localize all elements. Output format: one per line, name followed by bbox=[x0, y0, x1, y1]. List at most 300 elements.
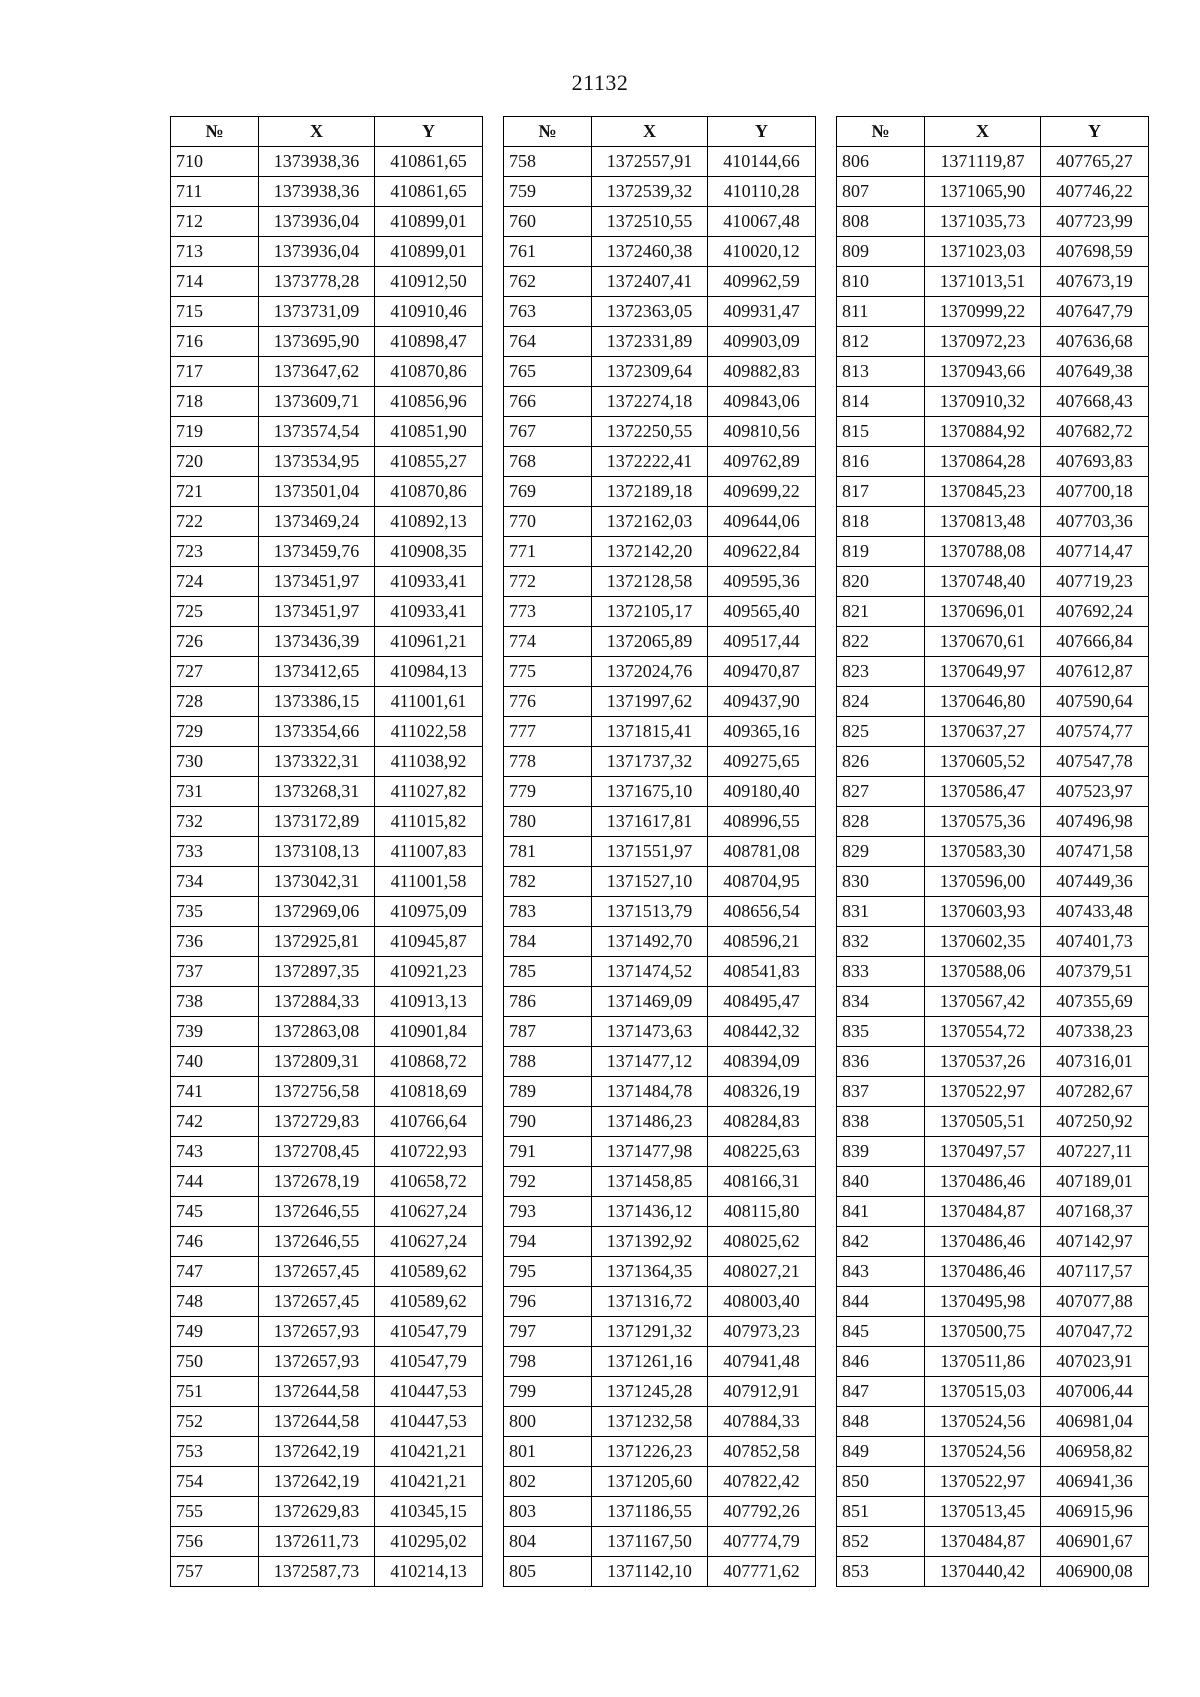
table-row bbox=[171, 717, 483, 747]
cell-number: 771 bbox=[504, 537, 592, 567]
cell-number: 710 bbox=[171, 147, 259, 177]
cell-number: 752 bbox=[171, 1407, 259, 1437]
cell-x: 1372657,93 bbox=[259, 1317, 375, 1347]
cell-y: 406900,08 bbox=[1041, 1557, 1149, 1587]
table-row bbox=[837, 1167, 1149, 1197]
table-row bbox=[171, 1407, 483, 1437]
cell-number: 766 bbox=[504, 387, 592, 417]
cell-number: 843 bbox=[837, 1257, 925, 1287]
cell-number: 718 bbox=[171, 387, 259, 417]
table-row bbox=[504, 957, 816, 987]
cell-y: 408541,83 bbox=[708, 957, 816, 987]
cell-y: 409470,87 bbox=[708, 657, 816, 687]
cell-y: 411038,92 bbox=[375, 747, 483, 777]
table-row bbox=[171, 387, 483, 417]
table-row bbox=[504, 207, 816, 237]
cell-y: 410961,21 bbox=[375, 627, 483, 657]
cell-y: 407700,18 bbox=[1041, 477, 1149, 507]
cell-number: 829 bbox=[837, 837, 925, 867]
table-row bbox=[171, 687, 483, 717]
cell-y: 410861,65 bbox=[375, 177, 483, 207]
table-row bbox=[504, 267, 816, 297]
cell-y: 411001,61 bbox=[375, 687, 483, 717]
cell-x: 1371486,23 bbox=[592, 1107, 708, 1137]
table-row bbox=[171, 537, 483, 567]
cell-y: 407636,68 bbox=[1041, 327, 1149, 357]
cell-number: 739 bbox=[171, 1017, 259, 1047]
cell-x: 1372644,58 bbox=[259, 1377, 375, 1407]
cell-y: 407682,72 bbox=[1041, 417, 1149, 447]
cell-y: 407401,73 bbox=[1041, 927, 1149, 957]
cell-y: 411001,58 bbox=[375, 867, 483, 897]
table-row bbox=[504, 717, 816, 747]
cell-x: 1371167,50 bbox=[592, 1527, 708, 1557]
cell-x: 1373436,39 bbox=[259, 627, 375, 657]
cell-y: 407282,67 bbox=[1041, 1077, 1149, 1107]
cell-y: 407765,27 bbox=[1041, 147, 1149, 177]
cell-number: 727 bbox=[171, 657, 259, 687]
cell-number: 801 bbox=[504, 1437, 592, 1467]
cell-y: 410345,15 bbox=[375, 1497, 483, 1527]
table-row bbox=[171, 567, 483, 597]
table-row bbox=[837, 867, 1149, 897]
cell-x: 1371392,92 bbox=[592, 1227, 708, 1257]
cell-y: 410851,90 bbox=[375, 417, 483, 447]
table-row bbox=[504, 687, 816, 717]
cell-y: 407189,01 bbox=[1041, 1167, 1149, 1197]
cell-number: 848 bbox=[837, 1407, 925, 1437]
cell-y: 409595,36 bbox=[708, 567, 816, 597]
cell-y: 410295,02 bbox=[375, 1527, 483, 1557]
table-row bbox=[837, 477, 1149, 507]
cell-number: 754 bbox=[171, 1467, 259, 1497]
cell-number: 852 bbox=[837, 1527, 925, 1557]
cell-x: 1371737,32 bbox=[592, 747, 708, 777]
cell-y: 409517,44 bbox=[708, 627, 816, 657]
cell-number: 713 bbox=[171, 237, 259, 267]
cell-number: 761 bbox=[504, 237, 592, 267]
cell-x: 1372557,91 bbox=[592, 147, 708, 177]
cell-y: 408495,47 bbox=[708, 987, 816, 1017]
cell-number: 825 bbox=[837, 717, 925, 747]
cell-y: 410589,62 bbox=[375, 1257, 483, 1287]
cell-y: 409180,40 bbox=[708, 777, 816, 807]
cell-number: 763 bbox=[504, 297, 592, 327]
cell-y: 409275,65 bbox=[708, 747, 816, 777]
cell-x: 1372065,89 bbox=[592, 627, 708, 657]
table-row bbox=[837, 1287, 1149, 1317]
table-row bbox=[504, 807, 816, 837]
coordinates-table-1 bbox=[170, 116, 483, 1587]
cell-x: 1373501,04 bbox=[259, 477, 375, 507]
cell-y: 411027,82 bbox=[375, 777, 483, 807]
cell-number: 781 bbox=[504, 837, 592, 867]
cell-x: 1372642,19 bbox=[259, 1437, 375, 1467]
cell-y: 407852,58 bbox=[708, 1437, 816, 1467]
cell-x: 1370646,80 bbox=[925, 687, 1041, 717]
table-row bbox=[504, 387, 816, 417]
cell-y: 407719,23 bbox=[1041, 567, 1149, 597]
header-y: Y bbox=[375, 117, 483, 147]
cell-number: 774 bbox=[504, 627, 592, 657]
cell-x: 1370537,26 bbox=[925, 1047, 1041, 1077]
cell-y: 411022,58 bbox=[375, 717, 483, 747]
table-row bbox=[837, 1377, 1149, 1407]
table-row bbox=[504, 897, 816, 927]
cell-number: 722 bbox=[171, 507, 259, 537]
cell-x: 1371477,12 bbox=[592, 1047, 708, 1077]
table-row bbox=[171, 237, 483, 267]
cell-number: 716 bbox=[171, 327, 259, 357]
cell-y: 410945,87 bbox=[375, 927, 483, 957]
cell-y: 406915,96 bbox=[1041, 1497, 1149, 1527]
cell-number: 822 bbox=[837, 627, 925, 657]
cell-y: 408284,83 bbox=[708, 1107, 816, 1137]
cell-x: 1370513,45 bbox=[925, 1497, 1041, 1527]
cell-x: 1373534,95 bbox=[259, 447, 375, 477]
table-row bbox=[504, 1347, 816, 1377]
table-row bbox=[504, 477, 816, 507]
table-row bbox=[837, 1197, 1149, 1227]
table-row bbox=[504, 1197, 816, 1227]
cell-x: 1372162,03 bbox=[592, 507, 708, 537]
table-row bbox=[837, 1437, 1149, 1467]
cell-number: 757 bbox=[171, 1557, 259, 1587]
cell-y: 410627,24 bbox=[375, 1197, 483, 1227]
table-row bbox=[171, 1347, 483, 1377]
cell-x: 1373322,31 bbox=[259, 747, 375, 777]
header-y: Y bbox=[1041, 117, 1149, 147]
cell-y: 410899,01 bbox=[375, 237, 483, 267]
cell-x: 1370845,23 bbox=[925, 477, 1041, 507]
table-row bbox=[837, 1467, 1149, 1497]
cell-number: 760 bbox=[504, 207, 592, 237]
table-row bbox=[837, 297, 1149, 327]
cell-x: 1371065,90 bbox=[925, 177, 1041, 207]
cell-number: 828 bbox=[837, 807, 925, 837]
cell-x: 1372657,45 bbox=[259, 1287, 375, 1317]
cell-y: 407692,24 bbox=[1041, 597, 1149, 627]
cell-y: 410658,72 bbox=[375, 1167, 483, 1197]
cell-y: 410975,09 bbox=[375, 897, 483, 927]
cell-number: 851 bbox=[837, 1497, 925, 1527]
table-row bbox=[504, 147, 816, 177]
cell-number: 750 bbox=[171, 1347, 259, 1377]
cell-y: 408166,31 bbox=[708, 1167, 816, 1197]
cell-x: 1373386,15 bbox=[259, 687, 375, 717]
table-row bbox=[171, 597, 483, 627]
table-row bbox=[171, 1317, 483, 1347]
cell-y: 407077,88 bbox=[1041, 1287, 1149, 1317]
cell-number: 850 bbox=[837, 1467, 925, 1497]
cell-number: 837 bbox=[837, 1077, 925, 1107]
cell-y: 407774,79 bbox=[708, 1527, 816, 1557]
cell-number: 726 bbox=[171, 627, 259, 657]
cell-y: 409365,16 bbox=[708, 717, 816, 747]
cell-number: 793 bbox=[504, 1197, 592, 1227]
cell-number: 779 bbox=[504, 777, 592, 807]
cell-x: 1371245,28 bbox=[592, 1377, 708, 1407]
cell-y: 408596,21 bbox=[708, 927, 816, 957]
cell-x: 1373042,31 bbox=[259, 867, 375, 897]
cell-number: 833 bbox=[837, 957, 925, 987]
cell-x: 1371035,73 bbox=[925, 207, 1041, 237]
cell-x: 1372644,58 bbox=[259, 1407, 375, 1437]
cell-x: 1372510,55 bbox=[592, 207, 708, 237]
table-row bbox=[171, 1137, 483, 1167]
table-row bbox=[171, 1017, 483, 1047]
cell-number: 799 bbox=[504, 1377, 592, 1407]
cell-y: 410921,23 bbox=[375, 957, 483, 987]
cell-x: 1370575,36 bbox=[925, 807, 1041, 837]
cell-x: 1370486,46 bbox=[925, 1167, 1041, 1197]
cell-y: 410898,47 bbox=[375, 327, 483, 357]
cell-x: 1371013,51 bbox=[925, 267, 1041, 297]
cell-y: 406958,82 bbox=[1041, 1437, 1149, 1467]
cell-number: 737 bbox=[171, 957, 259, 987]
table-row bbox=[837, 927, 1149, 957]
cell-number: 796 bbox=[504, 1287, 592, 1317]
cell-x: 1373574,54 bbox=[259, 417, 375, 447]
cell-y: 407822,42 bbox=[708, 1467, 816, 1497]
cell-number: 830 bbox=[837, 867, 925, 897]
cell-y: 410421,21 bbox=[375, 1437, 483, 1467]
cell-x: 1371458,85 bbox=[592, 1167, 708, 1197]
cell-number: 721 bbox=[171, 477, 259, 507]
cell-number: 821 bbox=[837, 597, 925, 627]
cell-number: 827 bbox=[837, 777, 925, 807]
cell-number: 759 bbox=[504, 177, 592, 207]
cell-x: 1371513,79 bbox=[592, 897, 708, 927]
cell-x: 1370649,97 bbox=[925, 657, 1041, 687]
cell-x: 1371484,78 bbox=[592, 1077, 708, 1107]
cell-number: 818 bbox=[837, 507, 925, 537]
cell-number: 720 bbox=[171, 447, 259, 477]
cell-number: 789 bbox=[504, 1077, 592, 1107]
cell-y: 407523,97 bbox=[1041, 777, 1149, 807]
cell-x: 1372331,89 bbox=[592, 327, 708, 357]
cell-number: 835 bbox=[837, 1017, 925, 1047]
table-row bbox=[504, 1167, 816, 1197]
cell-y: 409565,40 bbox=[708, 597, 816, 627]
cell-x: 1371436,12 bbox=[592, 1197, 708, 1227]
cell-x: 1370602,35 bbox=[925, 927, 1041, 957]
cell-y: 408003,40 bbox=[708, 1287, 816, 1317]
cell-x: 1370486,46 bbox=[925, 1227, 1041, 1257]
cell-number: 777 bbox=[504, 717, 592, 747]
table-row bbox=[504, 657, 816, 687]
cell-x: 1373938,36 bbox=[259, 147, 375, 177]
cell-y: 410722,93 bbox=[375, 1137, 483, 1167]
cell-y: 410855,27 bbox=[375, 447, 483, 477]
table-row bbox=[504, 837, 816, 867]
cell-y: 409699,22 bbox=[708, 477, 816, 507]
cell-y: 407379,51 bbox=[1041, 957, 1149, 987]
table-row bbox=[837, 987, 1149, 1017]
table-row bbox=[504, 1377, 816, 1407]
cell-number: 735 bbox=[171, 897, 259, 927]
table-row bbox=[504, 747, 816, 777]
cell-x: 1371186,55 bbox=[592, 1497, 708, 1527]
table-row bbox=[504, 597, 816, 627]
cell-x: 1372611,73 bbox=[259, 1527, 375, 1557]
cell-x: 1372708,45 bbox=[259, 1137, 375, 1167]
table-row bbox=[171, 1497, 483, 1527]
table-row bbox=[837, 417, 1149, 447]
cell-x: 1371226,23 bbox=[592, 1437, 708, 1467]
cell-x: 1373172,89 bbox=[259, 807, 375, 837]
table-row bbox=[837, 837, 1149, 867]
table-row bbox=[837, 717, 1149, 747]
cell-x: 1370972,23 bbox=[925, 327, 1041, 357]
cell-number: 733 bbox=[171, 837, 259, 867]
table-row bbox=[171, 1377, 483, 1407]
cell-x: 1372629,83 bbox=[259, 1497, 375, 1527]
table-row bbox=[171, 1467, 483, 1497]
cell-x: 1372657,45 bbox=[259, 1257, 375, 1287]
cell-x: 1370696,01 bbox=[925, 597, 1041, 627]
table-row bbox=[504, 777, 816, 807]
cell-y: 407612,87 bbox=[1041, 657, 1149, 687]
cell-x: 1372646,55 bbox=[259, 1227, 375, 1257]
cell-x: 1370748,40 bbox=[925, 567, 1041, 597]
cell-x: 1372105,17 bbox=[592, 597, 708, 627]
cell-number: 736 bbox=[171, 927, 259, 957]
cell-x: 1370486,46 bbox=[925, 1257, 1041, 1287]
cell-x: 1370583,30 bbox=[925, 837, 1041, 867]
cell-y: 407117,57 bbox=[1041, 1257, 1149, 1287]
cell-y: 407771,62 bbox=[708, 1557, 816, 1587]
cell-x: 1371551,97 bbox=[592, 837, 708, 867]
table-row bbox=[504, 1137, 816, 1167]
table-row bbox=[837, 897, 1149, 927]
table-row bbox=[171, 1287, 483, 1317]
cell-number: 749 bbox=[171, 1317, 259, 1347]
table-row bbox=[837, 1347, 1149, 1377]
cell-y: 407647,79 bbox=[1041, 297, 1149, 327]
cell-y: 410214,13 bbox=[375, 1557, 483, 1587]
cell-x: 1372024,76 bbox=[592, 657, 708, 687]
cell-number: 798 bbox=[504, 1347, 592, 1377]
cell-y: 409962,59 bbox=[708, 267, 816, 297]
table-row bbox=[504, 1077, 816, 1107]
table-row bbox=[837, 1257, 1149, 1287]
cell-x: 1371205,60 bbox=[592, 1467, 708, 1497]
cell-x: 1372657,93 bbox=[259, 1347, 375, 1377]
cell-x: 1371232,58 bbox=[592, 1407, 708, 1437]
cell-y: 410421,21 bbox=[375, 1467, 483, 1497]
table-row bbox=[171, 207, 483, 237]
table-row bbox=[837, 807, 1149, 837]
cell-number: 800 bbox=[504, 1407, 592, 1437]
table-row bbox=[171, 897, 483, 927]
cell-y: 410870,86 bbox=[375, 477, 483, 507]
cell-x: 1370605,52 bbox=[925, 747, 1041, 777]
cell-y: 407714,47 bbox=[1041, 537, 1149, 567]
table-row bbox=[171, 1077, 483, 1107]
cell-y: 410447,53 bbox=[375, 1407, 483, 1437]
table-row bbox=[171, 747, 483, 777]
cell-number: 807 bbox=[837, 177, 925, 207]
cell-x: 1371142,10 bbox=[592, 1557, 708, 1587]
cell-number: 742 bbox=[171, 1107, 259, 1137]
cell-number: 764 bbox=[504, 327, 592, 357]
table-row bbox=[171, 507, 483, 537]
cell-y: 407433,48 bbox=[1041, 897, 1149, 927]
cell-y: 410547,79 bbox=[375, 1317, 483, 1347]
cell-number: 714 bbox=[171, 267, 259, 297]
table-row bbox=[504, 867, 816, 897]
table-row bbox=[171, 267, 483, 297]
cell-x: 1371023,03 bbox=[925, 237, 1041, 267]
cell-y: 407316,01 bbox=[1041, 1047, 1149, 1077]
cell-y: 410908,35 bbox=[375, 537, 483, 567]
cell-x: 1370524,56 bbox=[925, 1407, 1041, 1437]
cell-number: 845 bbox=[837, 1317, 925, 1347]
cell-number: 748 bbox=[171, 1287, 259, 1317]
cell-number: 813 bbox=[837, 357, 925, 387]
table-row bbox=[171, 327, 483, 357]
cell-number: 770 bbox=[504, 507, 592, 537]
cell-y: 406941,36 bbox=[1041, 1467, 1149, 1497]
table-row bbox=[504, 627, 816, 657]
cell-number: 849 bbox=[837, 1437, 925, 1467]
cell-x: 1373108,13 bbox=[259, 837, 375, 867]
cell-number: 847 bbox=[837, 1377, 925, 1407]
cell-x: 1372128,58 bbox=[592, 567, 708, 597]
table-row bbox=[837, 687, 1149, 717]
table-row bbox=[837, 1527, 1149, 1557]
table-row bbox=[171, 1167, 483, 1197]
cell-number: 772 bbox=[504, 567, 592, 597]
cell-y: 407703,36 bbox=[1041, 507, 1149, 537]
cell-number: 840 bbox=[837, 1167, 925, 1197]
table-row bbox=[504, 177, 816, 207]
table-header-row bbox=[171, 117, 483, 147]
table-row bbox=[504, 1467, 816, 1497]
cell-y: 407973,23 bbox=[708, 1317, 816, 1347]
cell-y: 407471,58 bbox=[1041, 837, 1149, 867]
cell-x: 1373731,09 bbox=[259, 297, 375, 327]
cell-x: 1372189,18 bbox=[592, 477, 708, 507]
cell-y: 410892,13 bbox=[375, 507, 483, 537]
cell-number: 791 bbox=[504, 1137, 592, 1167]
cell-y: 407449,36 bbox=[1041, 867, 1149, 897]
cell-number: 816 bbox=[837, 447, 925, 477]
table-row bbox=[837, 1017, 1149, 1047]
table-row bbox=[171, 177, 483, 207]
cell-number: 711 bbox=[171, 177, 259, 207]
cell-number: 795 bbox=[504, 1257, 592, 1287]
table-row bbox=[171, 777, 483, 807]
table-row bbox=[504, 417, 816, 447]
table-row bbox=[171, 627, 483, 657]
table-row bbox=[171, 957, 483, 987]
cell-x: 1370567,42 bbox=[925, 987, 1041, 1017]
cell-x: 1372142,20 bbox=[592, 537, 708, 567]
table-row bbox=[504, 1527, 816, 1557]
cell-y: 408442,32 bbox=[708, 1017, 816, 1047]
cell-x: 1372969,06 bbox=[259, 897, 375, 927]
cell-number: 717 bbox=[171, 357, 259, 387]
table-row bbox=[504, 507, 816, 537]
cell-number: 853 bbox=[837, 1557, 925, 1587]
cell-x: 1373268,31 bbox=[259, 777, 375, 807]
cell-number: 805 bbox=[504, 1557, 592, 1587]
table-row bbox=[171, 1047, 483, 1077]
cell-y: 410144,66 bbox=[708, 147, 816, 177]
cell-x: 1370999,22 bbox=[925, 297, 1041, 327]
